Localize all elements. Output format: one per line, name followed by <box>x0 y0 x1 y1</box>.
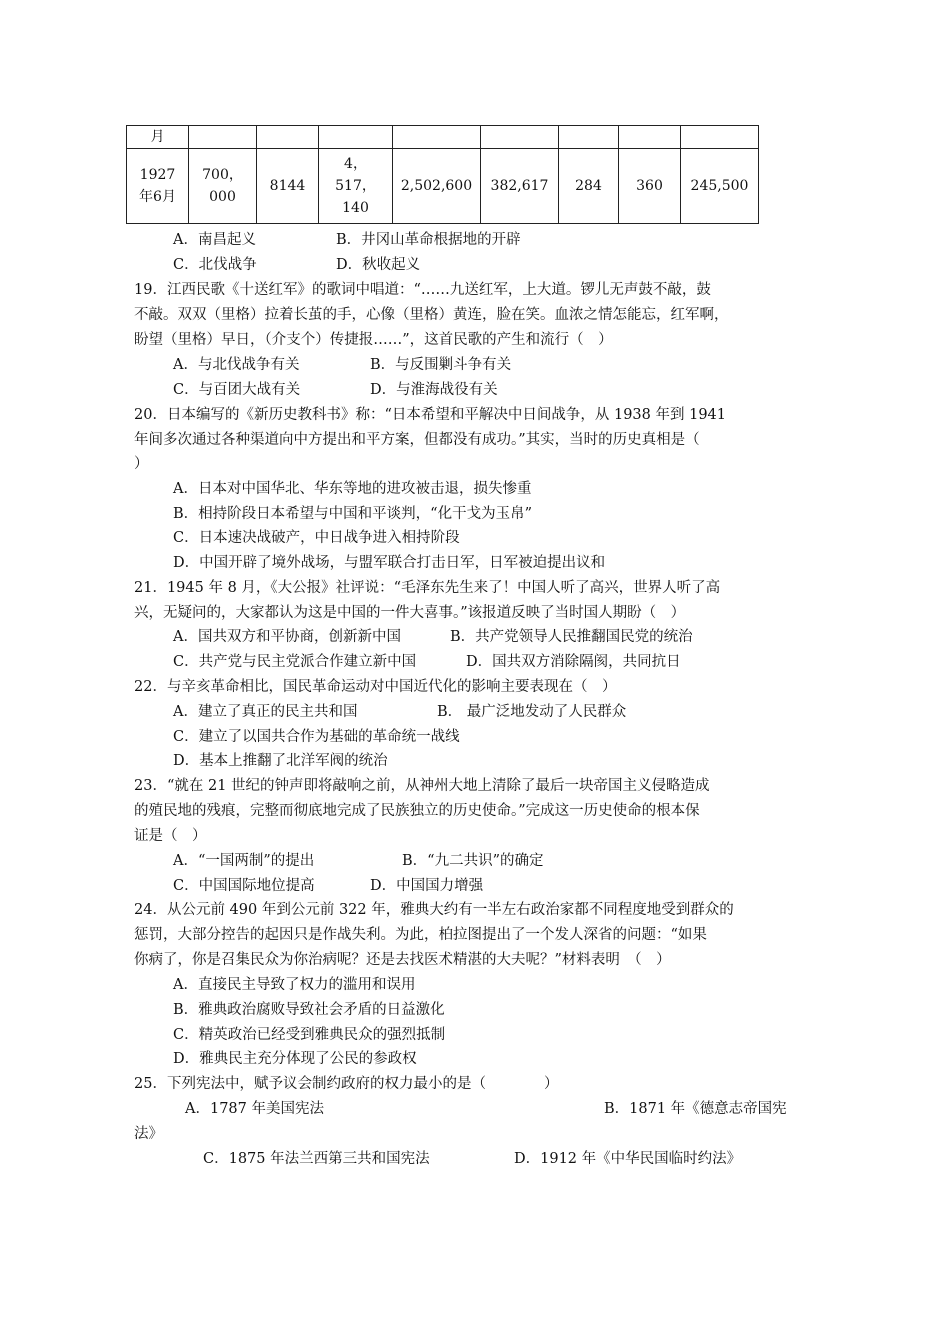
q18-option-d: D．秋收起义 <box>336 257 421 273</box>
q25-option-a: A．1787 年美国宪法 <box>185 1101 324 1117</box>
table-cell <box>189 126 257 149</box>
q24-stem-line: 惩罚，大部分控告的起因只是作战失利。为此，柏拉图提出了一个发人深省的问题：“如果 <box>134 927 707 943</box>
table-row <box>127 149 759 224</box>
q24-stem-line: 你病了，你是召集民众为你治病呢？还是去找医术精湛的大夫呢？”材料表明 （ ） <box>134 952 671 968</box>
q25-option-b-continued: 法》 <box>134 1126 163 1142</box>
q20-option-a: A．日本对中国华北、华东等地的进攻被击退，损失惨重 <box>173 481 532 497</box>
q23-option-b: B．“九二共识”的确定 <box>402 853 544 869</box>
q19-option-b: B．与反围剿斗争有关 <box>370 357 512 373</box>
table-cell: 2,502,600 <box>393 149 481 224</box>
q25-option-c: C．1875 年法兰西第三共和国宪法 <box>203 1151 430 1167</box>
table-cell <box>481 126 559 149</box>
q20-option-b: B．相持阶段日本希望与中国和平谈判，“化干戈为玉帛” <box>173 506 532 522</box>
q20-option-d: D．中国开辟了境外战场，与盟军联合打击日军，日军被迫提出议和 <box>173 555 606 571</box>
q23-stem-line: 的殖民地的残痕，完整而彻底地完成了民族独立的历史使命。”完成这一历史使命的根本保 <box>134 803 700 819</box>
q19-option-d: D．与淮海战役有关 <box>370 382 498 398</box>
q22-option-d: D．基本上推翻了北洋军阀的统治 <box>173 753 388 769</box>
table-cell: 382,617 <box>481 149 559 224</box>
table-cell <box>681 126 759 149</box>
q22-option-a: A．建立了真正的民主共和国 <box>173 704 358 720</box>
table-cell: 4，517，140 <box>319 149 393 224</box>
q24-option-c: C．精英政治已经受到雅典民众的强烈抵制 <box>173 1027 446 1043</box>
q24-option-a: A．直接民主导致了权力的滥用和误用 <box>173 977 416 993</box>
table-cell: 245,500 <box>681 149 759 224</box>
q23-stem-line: 23．“就在 21 世纪的钟声即将敲响之前，从神州大地上清除了最后一块帝国主义侵略造成 <box>134 778 710 794</box>
q24-stem-line: 24．从公元前 490 年到公元前 322 年，雅典大约有一半左右政治家都不同程度地受到群众的 <box>134 902 734 918</box>
q19-stem-line: 19．江西民歌《十送红军》的歌词中唱道：“……九送红军，上大道。锣儿无声鼓不敲，鼓 <box>134 282 711 298</box>
data-table <box>126 125 759 224</box>
q19-stem-line: 不敲。双双（里格）拉着长茧的手，心像（里格）黄连，脸在笑。血浓之情怎能忘，红军啊， <box>134 307 729 323</box>
q21-option-c: C．共产党与民主党派合作建立新中国 <box>173 654 417 670</box>
q23-option-d: D．中国国力增强 <box>370 878 484 894</box>
q22-stem-line: 22．与辛亥革命相比，国民革命运动对中国近代化的影响主要表现在（ ） <box>134 679 617 695</box>
table-cell: 284 <box>559 149 619 224</box>
q18-option-c: C．北伐战争 <box>173 257 257 273</box>
q20-stem-line: ） <box>134 456 149 472</box>
table-row <box>127 126 759 149</box>
q22-option-c: C．建立了以国共合作为基础的革命统一战线 <box>173 729 460 745</box>
q21-option-b: B．共产党领导人民推翻国民党的统治 <box>450 629 693 645</box>
table-cell: 700，000 <box>189 149 257 224</box>
q23-stem-line: 证是（ ） <box>134 828 207 844</box>
table-cell <box>619 126 681 149</box>
q21-option-d: D．国共双方消除隔阂，共同抗日 <box>466 654 681 670</box>
q25-option-d: D．1912 年《中华民国临时约法》 <box>514 1151 742 1167</box>
q23-option-a: A．“一国两制”的提出 <box>173 853 315 869</box>
q21-stem-line: 21．1945 年 8 月，《大公报》社评说：“毛泽东先生来了！中国人听了高兴，世界人听了高 <box>134 580 721 596</box>
q18-option-a: A．南昌起义 <box>173 232 256 248</box>
q20-stem-line: 20．日本编写的《新历史教科书》称：“日本希望和平解决中日间战争，从 1938 年到 1941 <box>134 407 726 423</box>
table-cell <box>559 126 619 149</box>
q24-option-b: B．雅典政治腐败导致社会矛盾的日益激化 <box>173 1002 445 1018</box>
q21-option-a: A．国共双方和平协商，创新新中国 <box>173 629 401 645</box>
table-cell <box>319 126 393 149</box>
q22-option-b: B． 最广泛地发动了人民群众 <box>437 704 627 720</box>
table-cell <box>257 126 319 149</box>
q20-stem-line: 年间多次通过各种渠道向中方提出和平方案，但都没有成功。”其实，当时的历史真相是（ <box>134 432 700 448</box>
q25-option-b: B．1871 年《德意志帝国宪 <box>604 1101 787 1117</box>
q19-option-a: A．与北伐战争有关 <box>173 357 300 373</box>
q21-stem-line: 兴，无疑问的，大家都认为这是中国的一件大喜事。”该报道反映了当时国人期盼（ ） <box>134 605 686 621</box>
table-cell: 8144 <box>257 149 319 224</box>
q25-stem-line: 25．下列宪法中，赋予议会制约政府的权力最小的是（ ） <box>134 1076 559 1092</box>
q23-option-c: C．中国国际地位提高 <box>173 878 315 894</box>
q19-option-c: C．与百团大战有关 <box>173 382 301 398</box>
table-cell: 360 <box>619 149 681 224</box>
q20-option-c: C．日本速决战破产，中日战争进入相持阶段 <box>173 530 460 546</box>
table-cell <box>393 126 481 149</box>
table-cell: 1927年6月 <box>127 149 189 224</box>
q18-option-b: B．井冈山革命根据地的开辟 <box>336 232 521 248</box>
table-cell: 月 <box>127 126 189 149</box>
q19-stem-line: 盼望（里格）早日，（介支个）传捷报……”，这首民歌的产生和流行（ ） <box>134 332 613 348</box>
q24-option-d: D．雅典民主充分体现了公民的参政权 <box>173 1051 417 1067</box>
